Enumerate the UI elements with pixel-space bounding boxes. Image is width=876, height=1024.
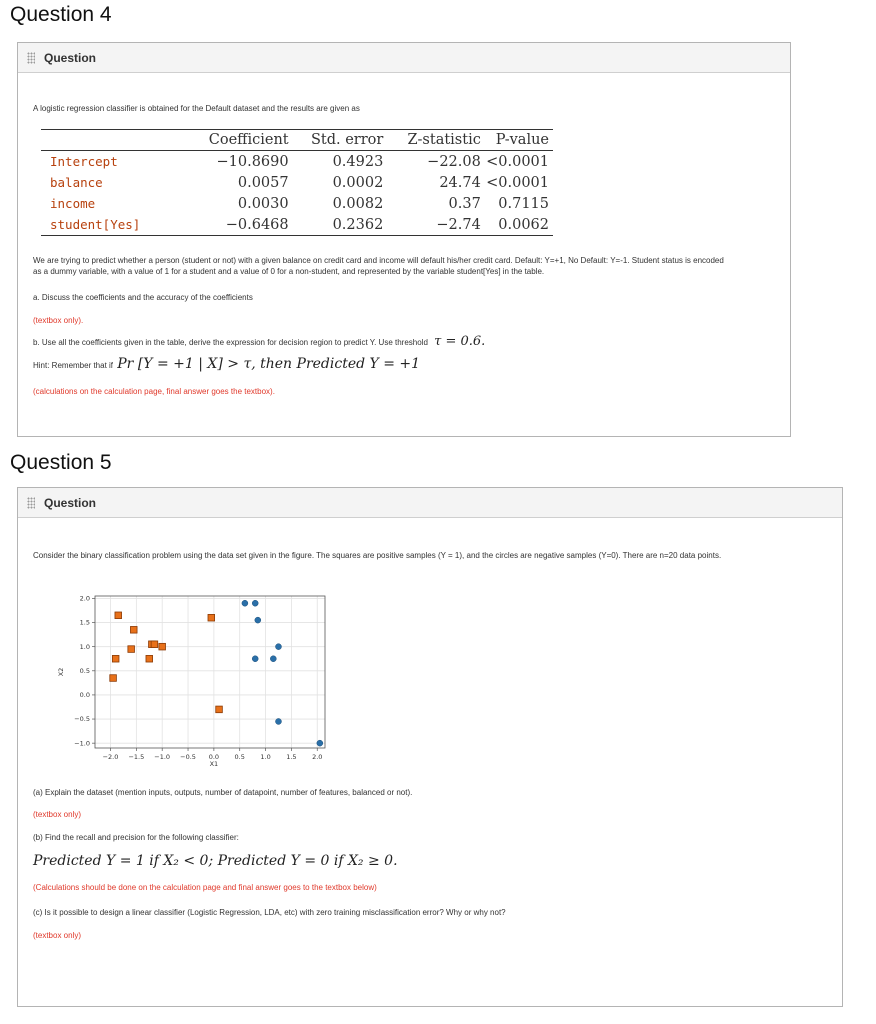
table-cell: 0.0002 (332, 174, 384, 191)
positive-sample-square (130, 626, 137, 633)
question-4-description: We are trying to predict whether a person (student or not) with a given balance on credit card and income will default his/her credit card. Default: Y=+1, No Default: Y=-1. Student status is encoded as a dummy variable, with a value of 1 for a student and a value of 0 for a non-student, and represented by the variable student[Yes] in the table. (33, 256, 724, 276)
y-axis-label: X2 (57, 667, 65, 677)
x-tick-label: 1.5 (286, 753, 297, 761)
negative-sample-circle (252, 600, 258, 606)
x-tick-label: −1.5 (128, 753, 145, 761)
table-cell: −10.8690 (216, 153, 289, 170)
header-cell: P-value (495, 132, 550, 148)
table-cell: student[Yes] (50, 217, 141, 232)
part-b-note: (calculations on the calculation page, final answer goes the textbox). (33, 387, 275, 396)
table-cell: Intercept (50, 154, 118, 169)
positive-sample-square (208, 614, 215, 621)
regression-table (41, 129, 553, 236)
y-tick-label: 1.0 (79, 642, 90, 651)
y-tick-label: 0.0 (79, 691, 90, 700)
header-cell: Z-statistic (407, 132, 481, 148)
hint-label: Hint: Remember that if (33, 361, 114, 370)
table-row (41, 214, 553, 235)
x-tick-label: −2.0 (102, 753, 119, 761)
negative-sample-circle (275, 644, 281, 650)
table-row (41, 151, 553, 172)
negative-sample-circle (252, 656, 258, 662)
scatter-plot (33, 588, 333, 768)
y-tick-label: 1.5 (79, 618, 90, 627)
negative-sample-circle (242, 600, 248, 606)
table-cell: −2.74 (436, 216, 481, 233)
y-tick-label: 2.0 (79, 594, 90, 603)
negative-sample-circle (270, 656, 276, 662)
classifier-expression: Predicted Y = 1 if X₂ < 0; Predicted Y = 0 if X₂ ≥ 0. (33, 853, 398, 869)
table-cell: income (50, 196, 96, 211)
question-5-intro: Consider the binary classification problem using the data set given in the figure. The squares are positive samples (Y = 1), and the circles are negative samples (Y=0). There are n=20 data points. (33, 551, 722, 560)
part-a-text: a. Discuss the coefficients and the accuracy of the coefficients (33, 293, 253, 302)
table-cell: 0.37 (448, 195, 481, 212)
x-tick-label: 0.0 (208, 753, 220, 761)
table-cell: balance (50, 175, 103, 190)
negative-sample-circle (275, 718, 281, 724)
x-axis-label: X1 (209, 760, 219, 768)
x-tick-label: 1.0 (260, 753, 271, 761)
question-5-heading: Question 5 (10, 451, 112, 474)
y-tick-label: −1.0 (74, 739, 90, 748)
x-tick-label: 2.0 (312, 753, 323, 761)
part-b-note: (Calculations should be done on the calculation page and final answer goes to the textbox below) (33, 883, 377, 892)
table-cell: 0.0062 (498, 216, 550, 233)
question-4-card-header (18, 43, 790, 73)
positive-sample-square (115, 612, 122, 619)
negative-sample-circle (317, 740, 323, 746)
table-cell: 24.74 (439, 174, 481, 191)
part-a-note: (textbox only). (33, 316, 84, 325)
part-c-note: (textbox only) (33, 931, 82, 940)
hint-text (33, 356, 421, 372)
x-tick-label: −0.5 (180, 753, 196, 761)
table-cell: 0.0030 (237, 195, 289, 212)
positive-sample-square (216, 706, 223, 713)
positive-sample-square (146, 655, 153, 662)
part-a-text: (a) Explain the dataset (mention inputs, outputs, number of datapoint, number of features, balanced or not). (33, 788, 413, 797)
question-5-card (17, 487, 843, 1007)
regression-table-header (41, 130, 553, 151)
hint-expression: Pr [Y = +1 | X] > τ, then Predicted Y = +1 (117, 356, 421, 372)
table-row (41, 193, 553, 214)
table-cell: −22.08 (427, 153, 481, 170)
table-cell: 0.7115 (498, 195, 550, 212)
y-tick-label: 0.5 (79, 666, 90, 675)
table-cell: 0.4923 (332, 153, 384, 170)
table-cell: <0.0001 (486, 153, 550, 170)
question-5-card-header (18, 488, 842, 518)
table-cell: 0.0082 (332, 195, 384, 212)
part-a-note: (textbox only) (33, 810, 82, 819)
question-4-heading: Question 4 (10, 3, 112, 26)
table-cell: 0.0057 (237, 174, 289, 191)
part-c-text: (c) Is it possible to design a linear classifier (Logistic Regression, LDA, etc) with zero training misclassification error? Why or why not? (33, 908, 506, 917)
positive-sample-square (159, 643, 166, 650)
header-cell: Coefficient (208, 132, 289, 148)
card-label: Question (44, 50, 97, 65)
question-4-intro: A logistic regression classifier is obtained for the Default dataset and the results are given as (33, 104, 360, 113)
negative-sample-circle (255, 617, 261, 623)
positive-sample-square (151, 641, 158, 648)
part-b-text: (b) Find the recall and precision for the following classifier: (33, 833, 239, 842)
drag-handle-icon[interactable] (27, 52, 35, 64)
y-tick-label: −0.5 (74, 715, 90, 724)
question-4-card (17, 42, 791, 437)
positive-sample-square (128, 646, 135, 653)
positive-sample-square (110, 675, 117, 682)
table-cell: <0.0001 (486, 174, 550, 191)
threshold-expression: τ = 0.6. (434, 334, 486, 349)
card-label: Question (44, 495, 97, 510)
x-tick-label: −1.0 (154, 753, 171, 761)
positive-sample-square (112, 655, 119, 662)
table-cell: −0.6468 (225, 216, 289, 233)
x-tick-label: 0.5 (234, 753, 245, 761)
table-row (41, 172, 553, 193)
part-b-label: b. Use all the coefficients given in the table, derive the expression for decision region to predict Y. Use threshold (33, 338, 428, 347)
part-b-text (33, 336, 485, 348)
table-cell: 0.2362 (332, 216, 384, 233)
drag-handle-icon[interactable] (27, 497, 35, 509)
header-cell: Std. error (310, 132, 384, 148)
